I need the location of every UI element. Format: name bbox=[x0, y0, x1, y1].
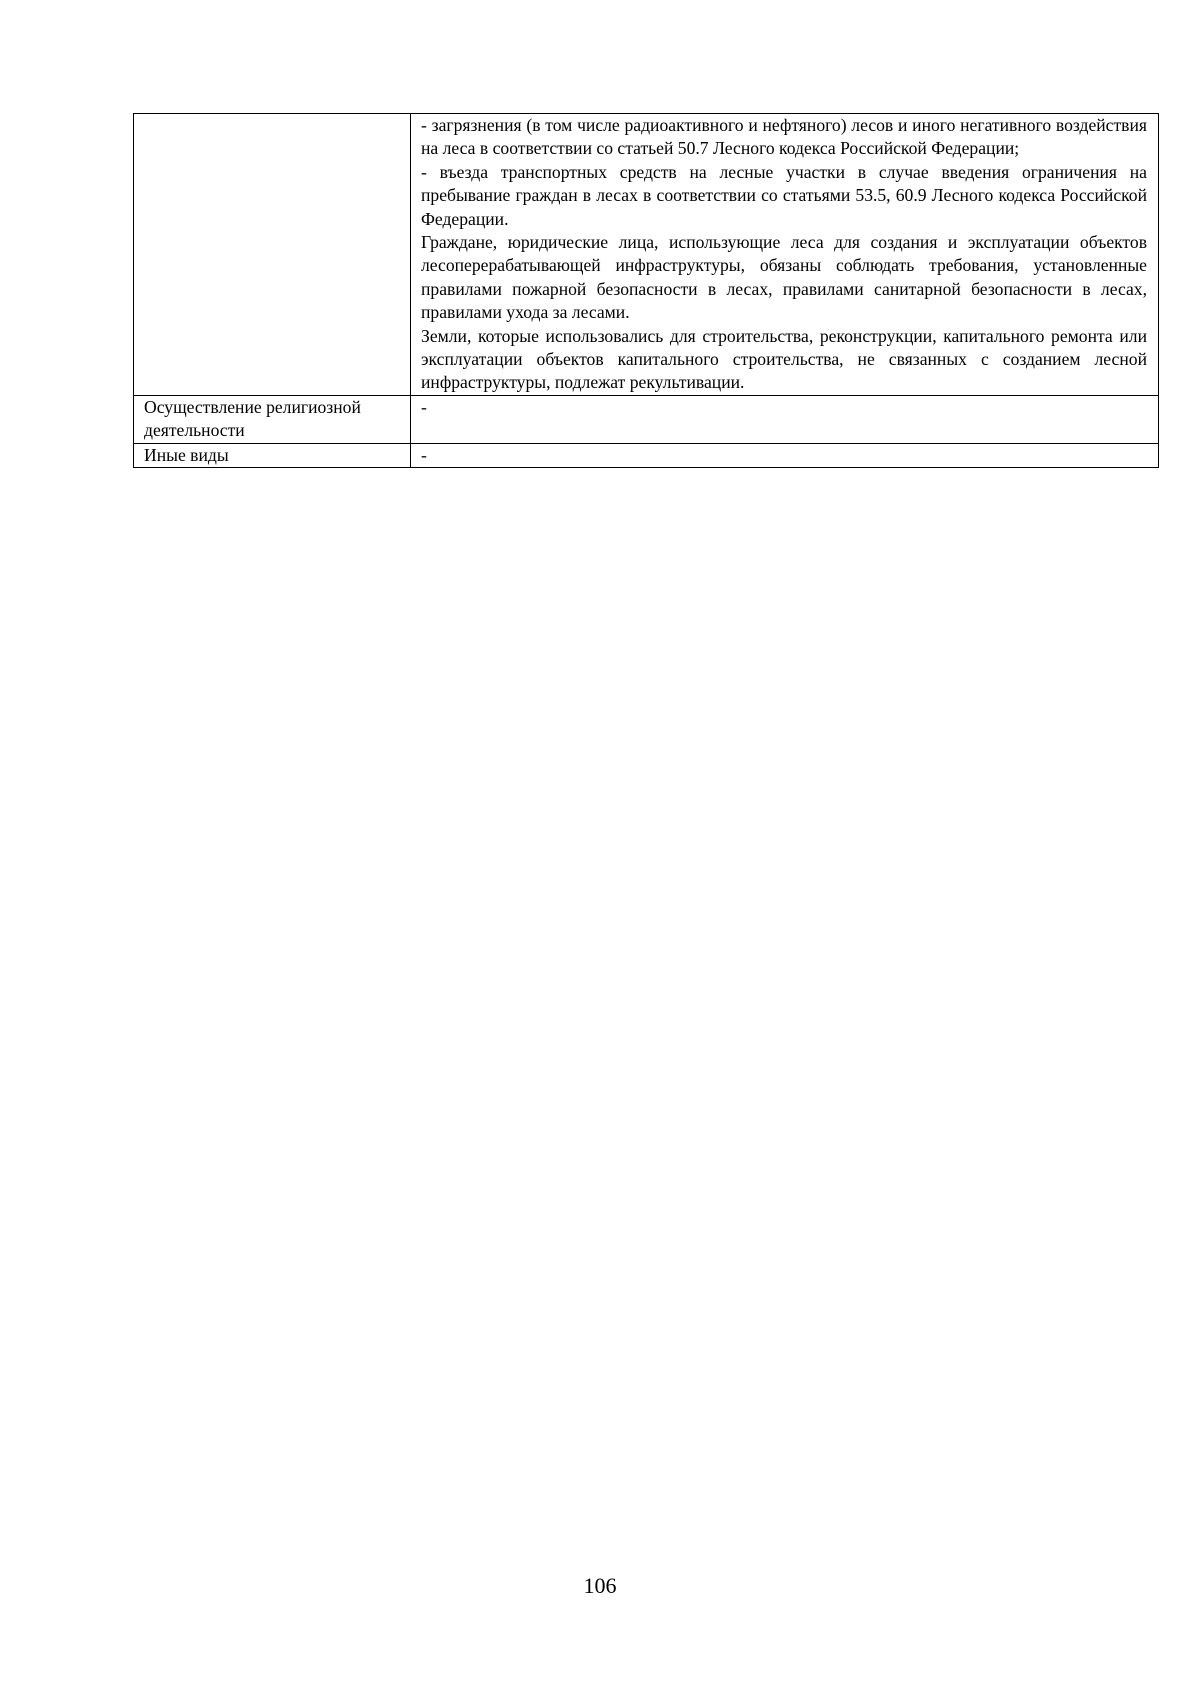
table-row bbox=[134, 114, 1159, 396]
table-cell-requirements bbox=[411, 443, 1159, 467]
requirement-paragraph: Граждане, юридические лица, использующие леса для создания и эксплуатации объектов лесоперерабатывающей инфраструктуры, обязаны соблюдать требования, установленные правилами пожарной безопасности в лесах, правилами санитарной безопасности в лесах, правилами ухода за лесами. bbox=[421, 232, 1147, 323]
requirement-paragraph: Земли, которые использовались для строительства, реконструкции, капитального ремонта или эксплуатации объектов капитального строительства, не связанных с созданием лесной инфраструктуры, подлежат рекультивации. bbox=[421, 325, 1147, 393]
table-cell-requirements bbox=[411, 395, 1159, 443]
page-number: 106 bbox=[583, 1573, 617, 1598]
table-row bbox=[134, 443, 1159, 467]
document-table bbox=[133, 113, 1159, 468]
requirement-paragraph: - bbox=[421, 396, 427, 417]
table-cell-activity-type: Осуществление религиозной деятельности bbox=[134, 395, 411, 443]
requirement-paragraph: - въезда транспортных средств на лесные участки в случае введения ограничения на пребывание граждан в лесах в соответствии со статьями 53.5, 60.9 Лесного кодекса Российской Федерации. bbox=[421, 161, 1147, 229]
table-cell-activity-type bbox=[134, 114, 411, 396]
table-cell-requirements bbox=[411, 114, 1159, 396]
requirement-paragraph: - bbox=[421, 444, 427, 465]
table-row bbox=[134, 395, 1159, 443]
requirement-paragraph: - загрязнения (в том числе радиоактивного и нефтяного) лесов и иного негативного воздействия на леса в соответствии со статьей 50.7 Лесного кодекса Российской Федерации; bbox=[421, 115, 1147, 159]
table-cell-activity-type: Иные виды bbox=[134, 443, 411, 467]
